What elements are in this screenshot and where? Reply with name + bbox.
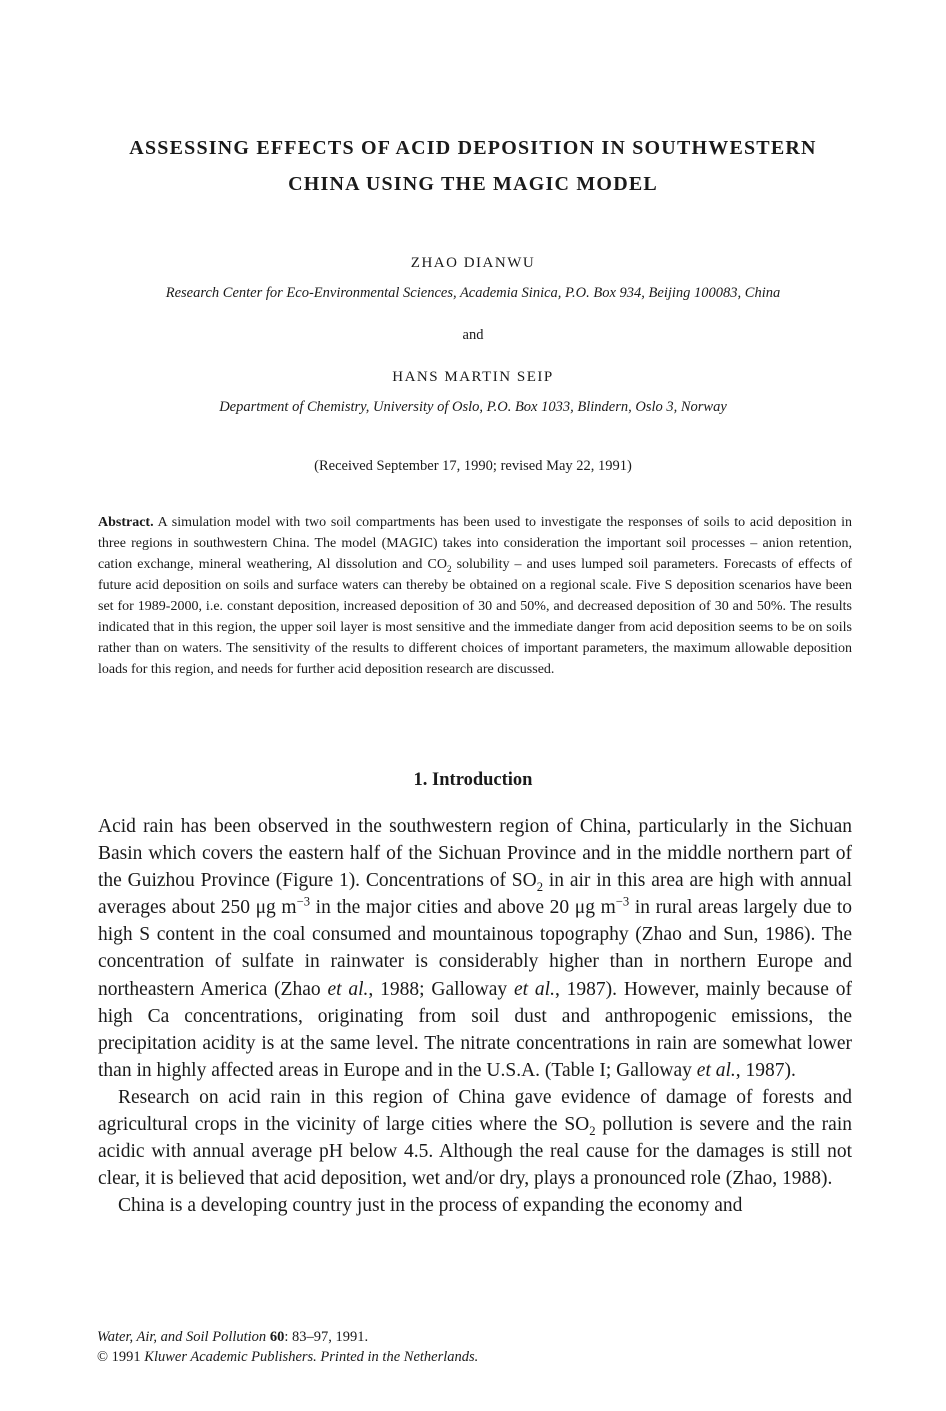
abstract-label: Abstract.	[98, 515, 154, 530]
title-line-1: ASSESSING EFFECTS OF ACID DEPOSITION IN SOUTHWESTERN	[129, 137, 817, 159]
p1-sup-1: −3	[296, 894, 311, 909]
journal-pages: : 83–97, 1991.	[284, 1329, 369, 1345]
author-1-affiliation: Research Center for Eco-Environmental Sciences, Academia Sinica, P.O. Box 934, Beijing 100083, China	[165, 285, 781, 301]
publisher: Kluwer Academic Publishers. Printed in the Netherlands.	[144, 1349, 479, 1365]
paragraph-3: China is a developing country just in the process of expanding the economy and	[118, 1195, 743, 1217]
paper-title	[60, 130, 886, 202]
abstract-subscript: 2	[446, 563, 452, 574]
p1-text-e: , 1988; Galloway	[368, 978, 514, 1000]
abstract-text-2: solubility – and uses lumped soil parameters. Forecasts of effects of future acid deposition on soils and surface waters can thereby be obtained on a regional scale. Five S deposition scenarios have been set for 1989-2000, i.e. constant deposition, increased deposition of 30 and 50%, and decreased deposition of 30 and 50%. The results indicated that in this region, the upper soil layer is most sensitive and the immediate danger from acid deposition seems to be on soils rather than on waters. The sensitivity of the results to different choices of important parameters, the maximum allowable deposition loads for this region, and needs for further acid deposition research are discussed.	[98, 557, 852, 677]
abstract	[98, 512, 852, 680]
copyright-year: 1991	[108, 1349, 145, 1365]
p1-sup-2: −3	[615, 894, 630, 909]
p1-text-d: in rural areas largely due to high S content in the coal consumed and mountainous topography (Zhao and Sun, 1986). The concentration of sulfate in rainwater is considerably higher than in northern Europe and northeastern America (Zhao	[98, 897, 852, 1000]
p2-sub: 2	[589, 1123, 596, 1138]
body-text	[98, 813, 852, 1219]
p1-etal-1: et al.	[327, 978, 369, 1000]
p1-text-a: Acid rain has been observed in the southwestern region of China, particularly in the Sichuan Basin which covers the eastern half of the Sichuan Province and in the middle northern part of the Guizhou Province (Figure 1). Concentrations of SO	[98, 816, 852, 892]
p1-sub: 2	[536, 880, 544, 895]
p1-text-b: in air in this area are high with annual averages about 250 μg m	[98, 870, 853, 919]
received-date: (Received September 17, 1990; revised May 22, 1991)	[314, 458, 632, 474]
journal-citation	[97, 1327, 478, 1347]
author-2-affiliation: Department of Chemistry, University of Oslo, P.O. Box 1033, Blindern, Oslo 3, Norway	[219, 399, 727, 415]
copyright-icon: ©	[97, 1349, 109, 1365]
journal-name: Water, Air, and Soil Pollution	[97, 1329, 267, 1345]
abstract-text-1: A simulation model with two soil compartments has been used to investigate the responses of soils to acid deposition in three regions in southwestern China. The model (MAGIC) takes into consideration the important soil processes – anion retention, cation exchange, mineral weathering, Al dissolution and CO	[98, 515, 852, 572]
paragraph-2	[98, 1084, 852, 1192]
p1-text-c: in the major cities and above 20 μg m	[310, 897, 616, 919]
and-separator: and	[462, 327, 484, 343]
journal-volume: 60	[269, 1329, 285, 1345]
copyright-line	[97, 1347, 478, 1367]
section-heading-introduction: 1. Introduction	[413, 770, 533, 790]
title-line-2: CHINA USING THE MAGIC MODEL	[288, 173, 658, 195]
p1-text-g: , 1987).	[735, 1059, 796, 1081]
author-1-name: ZHAO DIANWU	[410, 255, 536, 271]
p1-text-f: , 1987). However, mainly because of high Ca concentrations, originating from soil dust and anthropogenic emissions, the precipitation acidity is at the same level. The nitrate concentrations in rain are somewhat lower than in highly affected areas in Europe and in the U.S.A. (Table I; Galloway	[98, 978, 852, 1081]
author-2-name: HANS MARTIN SEIP	[392, 369, 554, 385]
p2-text-b: pollution is severe and the rain acidic with annual average pH below 4.5. Although the real cause for the damages is still not clear, it is believed that acid deposition, wet and/or dry, plays a pronounced role (Zhao, 1988).	[98, 1114, 852, 1190]
p1-etal-2: et al.	[514, 978, 555, 1000]
p1-etal-3: et al.	[696, 1059, 736, 1081]
footer	[97, 1327, 478, 1367]
paragraph-1	[98, 813, 852, 1084]
p2-text-a: Research on acid rain in this region of China gave evidence of damage of forests and agricultural crops in the vicinity of large cities where the SO	[98, 1086, 852, 1136]
